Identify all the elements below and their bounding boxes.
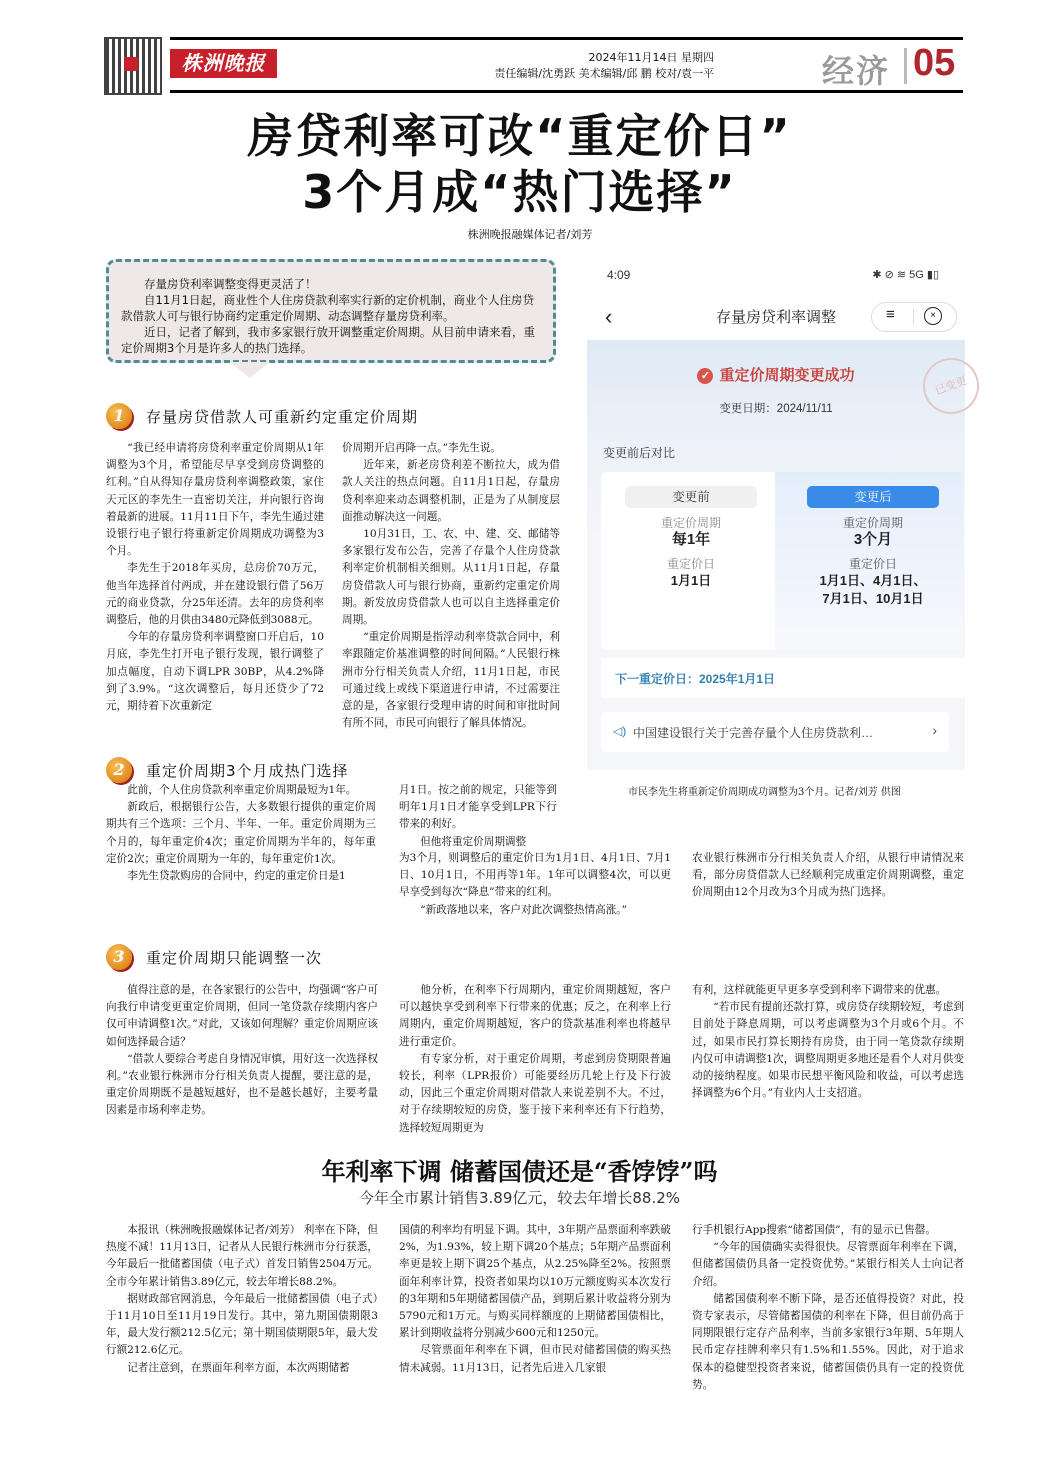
section-title: 存量房贷借款人可重新约定重定价周期 — [146, 407, 419, 426]
section-3-column-1 — [106, 982, 378, 1120]
section-number-badge: 1 — [106, 403, 132, 429]
section-divider — [904, 48, 907, 84]
paragraph: 农业银行株洲市分行相关负责人介绍，从银行申请情况来看，部分房贷借款人已经顺利完成重定价周期调整，重定价周期由12个月改为3个月成为热门选择。 — [692, 852, 964, 899]
capsule-divider — [913, 309, 914, 325]
mini-program-capsule — [871, 302, 957, 332]
newspaper-logo: 株洲晚报 — [170, 49, 277, 78]
paragraph: 尽管票面年利率在下调，但市民对储蓄国债的购买热情未减弱。11月13日，记者先后进入几家银 — [399, 1344, 671, 1374]
phone-screenshot — [587, 258, 969, 770]
paragraph: 行手机银行App搜索“储蓄国债”，有的显示已售罄。 — [692, 1224, 936, 1236]
section-1-header — [106, 402, 418, 430]
lead-box — [106, 259, 556, 363]
check-circle-icon: ✓ — [697, 368, 713, 384]
paragraph: 有利，这样就能更早更多享受到利率下调带来的优惠。 — [692, 984, 947, 996]
qr-logo-mark — [124, 57, 138, 71]
next-reprice-text: 下一重定价日：2025年1月1日 — [615, 672, 776, 686]
back-arrow-icon[interactable]: ‹ — [605, 304, 613, 329]
paragraph: “重定价周期是指浮动利率贷款合同中，利率跟随定价基准调整的时间间隔。”人民银行株洲市分行相关负责人介绍，11月1日起，市民可通过线上或线下渠道进行申请，不过需要注意的是，各家银行受理申请的时间和审批时间有所不同，市民可向银行了解具体情况。 — [342, 631, 560, 730]
paragraph: “新政落地以来，客户对此次调整热情高涨。” — [420, 903, 627, 916]
period-label: 重定价周期 — [842, 516, 903, 530]
paragraph: 今年的存量房贷利率调整窗口开启后，10月底，李先生打开电子银行发现，银行调整了加点幅度，自动下调LPR 30BP，从4.2%降到了3.9%。“这次调整后，每月还贷少了72元，期待着下次重新定 — [106, 631, 324, 713]
notice-bar[interactable] — [601, 712, 949, 752]
paragraph: 李先生于2018年买房，总房价70万元，他当年选择首付两成，并在建设银行借了56万元的商业贷款，分25年还清。去年的房贷利率调整后，他的月供由3480元降低到3088元。 — [106, 562, 324, 627]
paragraph: 新政后，根据银行公告，大多数银行提供的重定价周期共有三个选项：三个月、半年、一年。重定价周期为三个月的，每年重定价4次；重定价周期为半年的，每年重定价2次；重定价周期为一年的，每年重定价1次。 — [106, 801, 376, 865]
changed-stamp: 已变更 — [915, 350, 987, 422]
paragraph: 10月31日，工、农、中、建、交、邮储等多家银行发布公告，完善了存量个人住房贷款利率定价机制相关细则。从11月1日起，存量房贷借款人可与银行协商，重新约定重定价周期。新发放房贷借款人也可以自主选择重定价周期。 — [342, 528, 560, 627]
article-2-column-3 — [692, 1222, 964, 1394]
paragraph: 记者注意到，在票面年利率方面，本次两期储蓄 — [127, 1361, 350, 1374]
paragraph: 值得注意的是，在各家银行的公告中，均强调“客户可向我行申请变更重定价周期，但同一笔贷款存续期内客户仅可申请调整1次。”对此，又该如何理解？重定价周期应该如何选择最合适？ — [106, 984, 378, 1048]
app-page-title: 存量房贷利率调整 — [715, 309, 836, 326]
app-navbar — [587, 300, 965, 334]
lead-paragraph: 近日，记者了解到，我市多家银行放开调整重定价周期。从目前申请来看，重定价周期3个月是许多人的热门选择。 — [121, 325, 535, 355]
menu-icon[interactable]: ≡ — [886, 306, 895, 323]
editor-credits: 责任编辑/沈勇跃 美术编辑/邱 鹏 校对/袁一平 — [494, 67, 714, 80]
section-2-column-2b — [399, 850, 671, 919]
section-3-header — [106, 943, 322, 971]
app-content — [587, 340, 969, 770]
main-headline — [0, 108, 1039, 220]
lead-paragraph: 自11月1日起，商业性个人住房贷款利率实行新的定价机制，商业个人住房贷款借款人可与银行协商约定重定价周期、动态调整存量房贷利率。 — [121, 293, 534, 323]
section-title: 重定价周期3个月成热门选择 — [146, 761, 349, 780]
article-2-headline: 年利率下调 储蓄国债还是“香饽饽”吗 — [321, 1157, 718, 1186]
paragraph: 价周期开启再降一点。”李先生说。 — [342, 442, 502, 454]
section-2-column-3 — [692, 850, 964, 902]
chevron-right-icon[interactable]: › — [932, 722, 937, 738]
day-label: 重定价日 — [666, 557, 715, 571]
day-value-line-2: 7月1日、10月1日 — [822, 591, 924, 606]
paragraph: 储蓄国债利率不断下降，是否还值得投资？对此，投资专家表示，尽管储蓄国债的利率在下降，但目前仍高于同期限银行定存产品利率，当前多家银行3年期、5年期人民币定存挂牌利率只有1.5%和1.55%。因此，对于追求保本的稳健型投资者来说，储蓄国债仍具有一定的投资优势。 — [692, 1292, 964, 1391]
period-label: 重定价周期 — [660, 516, 721, 530]
period-value: 3个月 — [853, 531, 893, 548]
paragraph: 近年来，新老房贷利差不断拉大，成为借款人关注的热点问题。自11月1日起，存量房贷利率迎来动态调整机制，正是为了从制度层面推动解决这一问题。 — [342, 459, 560, 523]
change-date: 变更日期：2024/11/11 — [719, 403, 833, 415]
before-column — [601, 472, 781, 590]
paragraph: “今年的国债确实卖得很快。尽管票面年利率在下调，但储蓄国债仍具备一定投资优势。”某银行相关人士向记者介绍。 — [692, 1241, 964, 1288]
before-tag: 变更前 — [625, 486, 757, 508]
paragraph: 据财政部官网消息，今年最后一批储蓄国债（电子式）于11月10日至11月19日发行。其中，第九期国债期限3年，最大发行额212.5亿元；第十期国债期限5年，最大发行额212.6亿元。 — [106, 1292, 378, 1357]
paragraph: 国债的利率均有明显下调。其中，3年期产品票面利率跌破2%，为1.93%，较上期下调20个基点；5年期产品票面利率更是较上期下调25个基点，从2.25%降至2%。按照票面年利率计算，投资者如果均以10万元额度购买本次发行的3年期和5年期储蓄国债产品，到期后累计收益将分别为5790元和1万元。与购买同样额度的上期储蓄国债相比，累计到期收益将分别减少600元和1250元。 — [399, 1224, 671, 1340]
headline-line-1: 房贷利率可改“重定价日” — [247, 109, 792, 163]
photo-caption: 市民李先生将重新定价周期成功调整为3个月。记者/刘芳 供图 — [628, 787, 901, 798]
paragraph: “若市民有提前还款打算，或房贷存续期较短，考虑到目前处于降息周期，可以考虑调整为3个月或6个月。不过，如果市民打算长期持有房贷，由于同一笔贷款存续期内仅可申请调整1次，调整周期更多地还是看个人对月供变动的接纳程度。如果市民想平衡风险和收益，可以考虑选择调整为6个月。”有业内人士支招道。 — [692, 1001, 964, 1100]
paragraph: “借款人要综合考虑自身情况审慎，用好这一次选择权利。”农业银行株洲市分行相关负责人提醒，要注意的是，重定价周期既不是越短越好，也不是越长越好，主要考量因素是市场利率走势。 — [106, 1052, 378, 1117]
success-text: 重定价周期变更成功 — [719, 367, 855, 384]
after-tag: 变更后 — [807, 486, 939, 508]
compare-label: 变更前后对比 — [603, 446, 676, 460]
paragraph: 有专家分析，对于重定价周期，考虑到房贷期限普遍较长，利率（LPR报价）可能要经历几轮上行及下行波动，因此三个重定价周期对借款人来说差别不大。不过，对于存续期较短的房贷，鉴于接下来利率还有下行趋势，选择较短周期更为 — [399, 1052, 671, 1134]
section-1-column-2 — [342, 440, 560, 732]
masthead-top-rule — [170, 37, 963, 40]
section-number-badge: 2 — [106, 757, 132, 783]
notice-text: 中国建设银行关于完善存量个人住房贷款利… — [633, 726, 874, 740]
section-title: 重定价周期只能调整一次 — [146, 948, 323, 967]
paragraph: 他分析，在利率下行周期内，重定价周期越短，客户可以越快享受到利率下行带来的优惠；反之，在利率上行周期内，重定价周期越短，客户的贷款基准利率也将越早进行重定价。 — [399, 984, 671, 1048]
page-number: 05 — [913, 42, 956, 84]
section-2-header — [106, 756, 349, 784]
status-icons: ✱ ⊘ ≋ 5G ▮▯ — [872, 269, 939, 281]
issue-date: 2024年11月14日 星期四 — [588, 51, 714, 64]
section-2-column-2a — [399, 782, 557, 851]
headline-line-2: 3个月成“热门选择” — [302, 165, 737, 219]
article-2-column-2 — [399, 1222, 671, 1377]
compare-card — [601, 472, 963, 650]
after-column — [783, 472, 963, 608]
section-3-column-2 — [399, 982, 671, 1137]
paragraph: 此前，个人住房贷款利率重定价周期最短为1年。 — [127, 784, 357, 796]
lead-paragraph: 存量房贷利率调整变得更灵活了！ — [144, 277, 317, 291]
period-value: 每1年 — [671, 531, 711, 548]
day-value: 1月1日 — [670, 573, 712, 588]
section-name: 经济 — [822, 52, 891, 90]
article-2-subhead: 今年全市累计销售3.89亿元，较去年增长88.2% — [358, 1189, 681, 1207]
paragraph: 李先生贷款购房的合同中，约定的重定价日是1 — [127, 870, 346, 883]
dateline — [494, 50, 714, 82]
paragraph: 但他将重定价周期调整 — [420, 835, 527, 848]
day-value-line-1: 1月1日、4月1日、 — [819, 573, 927, 588]
section-2-column-1 — [106, 782, 376, 885]
close-icon[interactable]: × — [924, 307, 942, 325]
paragraph: 本报讯（株洲晚报融媒体记者/刘芳） 利率在下降，但热度不减！11月13日，记者从人民银行株洲市分行获悉，今年最后一批储蓄国债（电子式）首发日销售2504万元。全市今年累计销售3.89亿元，较去年增长88.2%。 — [106, 1224, 378, 1288]
next-reprice-date — [601, 658, 965, 698]
section-number-badge: 3 — [106, 944, 132, 970]
article-2-column-1 — [106, 1222, 378, 1377]
section-3-column-3 — [692, 982, 964, 1102]
byline: 株洲晚报融媒体记者/刘芳 — [467, 228, 593, 241]
section-1-column-1 — [106, 440, 324, 715]
paragraph: 为3个月，则调整后的重定价日为1月1日、4月1日、7月1日、10月1日，不用再等1年。1年可以调整4次，可以更早享受到每次“降息”带来的红利。 — [399, 852, 671, 899]
speaker-icon: ◁) — [613, 724, 627, 738]
success-message — [587, 364, 965, 385]
status-time: 4:09 — [607, 268, 631, 282]
lead-box-tail — [230, 362, 270, 378]
paragraph: 月1日。按之前的规定，只能等到明年1月1日才能享受到LPR下行带来的利好。 — [399, 784, 557, 831]
day-label: 重定价日 — [848, 557, 897, 571]
paragraph: “我已经申请将房贷利率重定价周期从1年调整为3个月，希望能尽早享受到房贷调整的红利。”自从得知存量房贷利率调整政策，家住天元区的李先生一直密切关注，并向银行咨询着最新的进展。11月11日下午，李先生通过建设银行电子银行将重新定价周期成功调整为3个月。 — [106, 442, 324, 558]
